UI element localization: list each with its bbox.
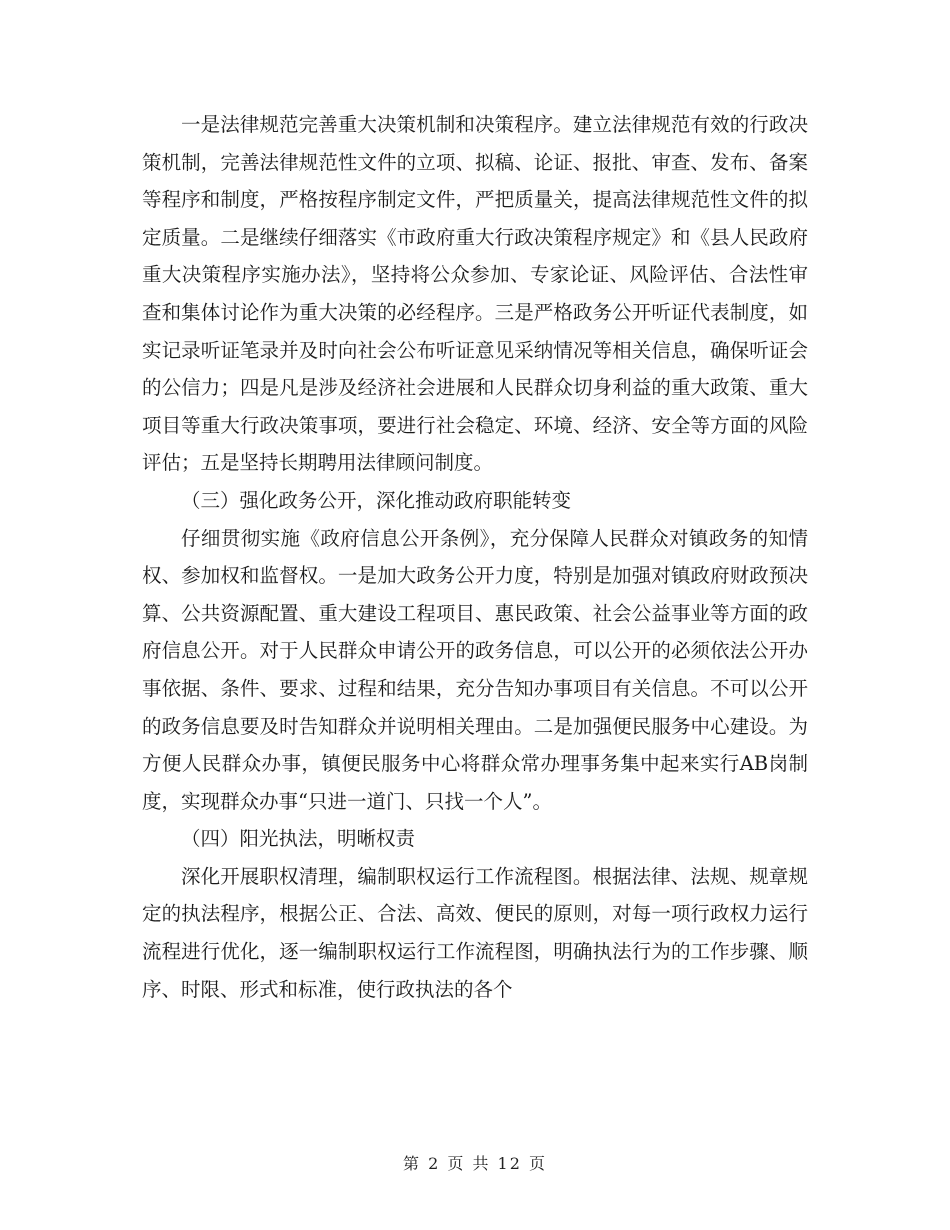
paragraph-sunshine-enforcement: 深化开展职权清理，编制职权运行工作流程图。根据法律、法规、规章规定的执法程序，根据公正、合法、高效、便民的原则，对每一项行政权力运行流程进行优化，逐一编制职权运行工作流程图，明确执法行为的工作步骤、顺序、时限、形式和标准，使行政执法的各个 [142,864,808,1001]
paragraph-government-transparency: 仔细贯彻实施《政府信息公开条例》，充分保障人民群众对镇政务的知情权、参加权和监督权。一是加大政务公开力度，特别是加强对镇政府财政预决算、公共资源配置、重大建设工程项目、惠民政策、社会公益事业等方面的政府信息公开。对于人民群众申请公开的政务信息，可以公开的必须依法公开办事依据、条件、要求、过程和结果，充分告知办事项目有关信息。不可以公开的政务信息要及时告知群众并说明相关理由。二是加强便民服务中心建设。为方便人民群众办事，镇便民服务中心将群众常办理事务集中起来实行AB岗制度，实现群众办事“只进一道门、只找一个人”。 [142,526,808,813]
page-number-footer: 第 2 页 共 12 页 [403,1154,547,1173]
paragraph-decision-mechanism: 一是法律规范完善重大决策机制和决策程序。建立法律规范有效的行政决策机制，完善法律规范性文件的立项、拟稿、论证、报批、审查、发布、备案等程序和制度，严格按程序制定文件，严把质量关，提高法律规范性文件的拟定质量。二是继续仔细落实《市政府重大行政决策程序规定》和《县人民政府重大决策程序实施办法》，坚持将公众参加、专家论证、风险评估、合法性审查和集体讨论作为重大决策的必经程序。三是严格政务公开听证代表制度，如实记录听证笔录并及时向社会公布听证意见采纳情况等相关信息，确保听证会的公信力；四是凡是涉及经济社会进展和人民群众切身利益的重大政策、重大项目等重大行政决策事项，要进行社会稳定、环境、经济、安全等方面的风险评估；五是坚持长期聘用法律顾问制度。 [142,113,808,475]
section-heading-3: （三）强化政务公开，深化推动政府职能转变 [181,488,572,512]
section-heading-4: （四）阳光执法，明晰权责 [181,827,416,851]
document-body [142,106,808,1008]
